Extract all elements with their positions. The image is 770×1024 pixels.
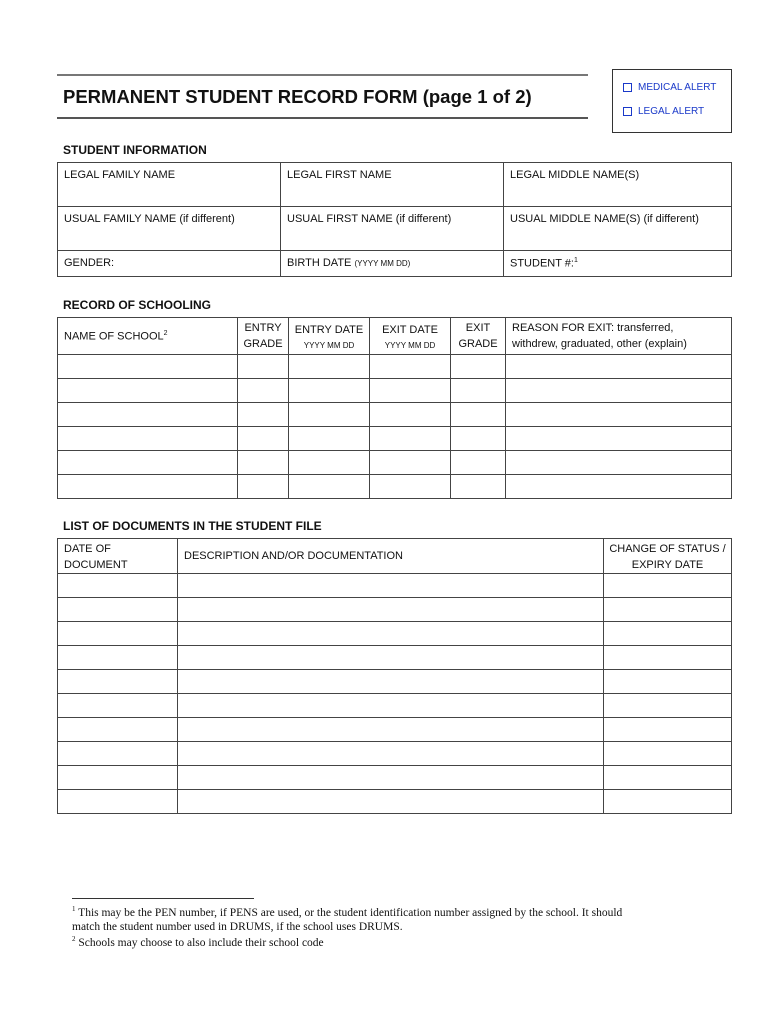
- usual-first-name-label: USUAL FIRST NAME (if different): [287, 213, 452, 225]
- medical-alert-option[interactable]: [623, 82, 716, 93]
- document-row: [58, 718, 732, 742]
- cell[interactable]: [604, 646, 732, 670]
- legal-alert-label: LEGAL ALERT: [638, 106, 705, 117]
- cell[interactable]: [58, 622, 178, 646]
- reason-for-exit-header: REASON FOR EXIT: transferred, withdrew, graduated, other (explain): [506, 318, 732, 355]
- cell[interactable]: [58, 451, 238, 475]
- document-row: [58, 742, 732, 766]
- cell[interactable]: [604, 790, 732, 814]
- cell[interactable]: [178, 670, 604, 694]
- checkbox-icon[interactable]: [623, 83, 632, 92]
- cell[interactable]: [604, 670, 732, 694]
- cell[interactable]: [506, 379, 732, 403]
- usual-family-name-label: USUAL FAMILY NAME (if different): [64, 213, 235, 225]
- usual-first-name-field[interactable]: [281, 207, 504, 251]
- medical-alert-label: MEDICAL ALERT: [638, 82, 717, 93]
- cell[interactable]: [289, 379, 370, 403]
- cell[interactable]: [289, 403, 370, 427]
- footnote-rule: [72, 898, 254, 899]
- cell[interactable]: [178, 766, 604, 790]
- schooling-row: [58, 451, 732, 475]
- cell[interactable]: [58, 427, 238, 451]
- cell[interactable]: [506, 355, 732, 379]
- cell[interactable]: [451, 355, 506, 379]
- schooling-row: [58, 427, 732, 451]
- checkbox-icon[interactable]: [623, 107, 632, 116]
- cell[interactable]: [58, 694, 178, 718]
- schooling-table: [57, 317, 732, 499]
- cell[interactable]: [370, 451, 451, 475]
- document-row: [58, 622, 732, 646]
- footnote-1: $^1$ This may be the PEN number, if PENS are used, or the student identification number assigned by the school. It should: [72, 905, 623, 919]
- cell[interactable]: [289, 451, 370, 475]
- description-header: DESCRIPTION AND/OR DOCUMENTATION: [178, 539, 604, 574]
- cell[interactable]: [604, 622, 732, 646]
- document-row: [58, 790, 732, 814]
- legal-family-name-field[interactable]: [58, 163, 281, 207]
- cell[interactable]: [506, 475, 732, 499]
- cell[interactable]: [178, 694, 604, 718]
- change-of-status-header: CHANGE OF STATUS / EXPIRY DATE: [604, 539, 732, 574]
- gender-label: GENDER:: [64, 257, 115, 269]
- cell[interactable]: [178, 622, 604, 646]
- cell[interactable]: [238, 427, 289, 451]
- cell[interactable]: [289, 475, 370, 499]
- exit-date-header: EXIT DATE YYYY MM DD: [370, 318, 451, 355]
- cell[interactable]: [604, 574, 732, 598]
- birth-date-format: (YYYY MM DD): [354, 259, 411, 268]
- cell[interactable]: [370, 379, 451, 403]
- cell[interactable]: [58, 766, 178, 790]
- cell[interactable]: [506, 451, 732, 475]
- cell[interactable]: [604, 718, 732, 742]
- cell[interactable]: [506, 403, 732, 427]
- schooling-row: [58, 355, 732, 379]
- title-rule-bottom: [57, 117, 588, 119]
- cell[interactable]: [238, 403, 289, 427]
- cell[interactable]: [289, 427, 370, 451]
- schooling-row: [58, 475, 732, 499]
- cell[interactable]: [58, 670, 178, 694]
- cell[interactable]: [238, 379, 289, 403]
- cell[interactable]: [178, 598, 604, 622]
- cell[interactable]: [58, 742, 178, 766]
- cell[interactable]: [370, 427, 451, 451]
- cell[interactable]: [370, 403, 451, 427]
- cell[interactable]: [451, 475, 506, 499]
- cell[interactable]: [58, 598, 178, 622]
- cell[interactable]: [58, 646, 178, 670]
- legal-first-name-label: LEGAL FIRST NAME: [287, 169, 392, 181]
- legal-family-name-label: LEGAL FAMILY NAME: [64, 169, 176, 181]
- cell[interactable]: [451, 451, 506, 475]
- cell[interactable]: [238, 451, 289, 475]
- cell[interactable]: [451, 379, 506, 403]
- cell[interactable]: [238, 475, 289, 499]
- cell[interactable]: [178, 718, 604, 742]
- birth-date-label: BIRTH DATE: [287, 257, 352, 269]
- footnote-ref-1: 1: [573, 257, 578, 264]
- gender-field[interactable]: [58, 251, 281, 277]
- legal-alert-option[interactable]: [623, 106, 704, 117]
- title-rule-top: [57, 74, 588, 76]
- cell[interactable]: [451, 427, 506, 451]
- cell[interactable]: [58, 403, 238, 427]
- cell[interactable]: [58, 379, 238, 403]
- cell[interactable]: [370, 355, 451, 379]
- cell[interactable]: [604, 742, 732, 766]
- date-of-document-header: DATE OF DOCUMENT: [58, 539, 178, 574]
- entry-date-header: ENTRY DATE YYYY MM DD: [289, 318, 370, 355]
- cell[interactable]: [58, 574, 178, 598]
- footnote-2: $^2$ Schools may choose to also include their school code: [72, 935, 324, 949]
- document-row: [58, 670, 732, 694]
- cell[interactable]: [289, 355, 370, 379]
- cell[interactable]: [506, 427, 732, 451]
- document-row: [58, 574, 732, 598]
- cell[interactable]: [178, 646, 604, 670]
- cell[interactable]: [178, 742, 604, 766]
- usual-middle-name-label: USUAL MIDDLE NAME(S) (if different): [510, 213, 699, 225]
- birth-date-field[interactable]: [281, 251, 504, 277]
- cell[interactable]: [238, 355, 289, 379]
- cell[interactable]: [451, 403, 506, 427]
- cell[interactable]: [58, 718, 178, 742]
- student-info-title: STUDENT INFORMATION: [63, 143, 207, 157]
- cell[interactable]: [604, 598, 732, 622]
- documents-table: [57, 538, 732, 814]
- document-row: [58, 694, 732, 718]
- cell[interactable]: [178, 574, 604, 598]
- form-title: PERMANENT STUDENT RECORD FORM (page 1 of 2): [63, 86, 532, 107]
- cell[interactable]: [604, 766, 732, 790]
- name-of-school-header: NAME OF SCHOOL$^2$: [58, 318, 238, 355]
- usual-family-name-field[interactable]: [58, 207, 281, 251]
- student-info-table: [57, 162, 732, 277]
- cell[interactable]: [370, 475, 451, 499]
- schooling-title: RECORD OF SCHOOLING: [63, 298, 212, 312]
- cell[interactable]: [58, 475, 238, 499]
- alert-box: [612, 69, 732, 133]
- document-row: [58, 646, 732, 670]
- cell[interactable]: [604, 694, 732, 718]
- document-row: [58, 766, 732, 790]
- cell[interactable]: [58, 790, 178, 814]
- entry-grade-header: ENTRY GRADE: [238, 318, 289, 355]
- cell[interactable]: [58, 355, 238, 379]
- schooling-row: [58, 379, 732, 403]
- legal-first-name-field[interactable]: [281, 163, 504, 207]
- legal-middle-name-label: LEGAL MIDDLE NAME(S): [510, 169, 640, 181]
- documents-title: LIST OF DOCUMENTS IN THE STUDENT FILE: [63, 519, 322, 533]
- footnote-1-cont: match the student number used in DRUMS, if the school uses DRUMS.: [72, 921, 403, 933]
- schooling-row: [58, 403, 732, 427]
- student-number-field[interactable]: [504, 251, 732, 277]
- cell[interactable]: [178, 790, 604, 814]
- student-number-label: STUDENT #:: [510, 257, 574, 270]
- legal-middle-name-field[interactable]: [504, 163, 732, 207]
- exit-grade-header: EXIT GRADE: [451, 318, 506, 355]
- usual-middle-name-field[interactable]: [504, 207, 732, 251]
- document-row: [58, 598, 732, 622]
